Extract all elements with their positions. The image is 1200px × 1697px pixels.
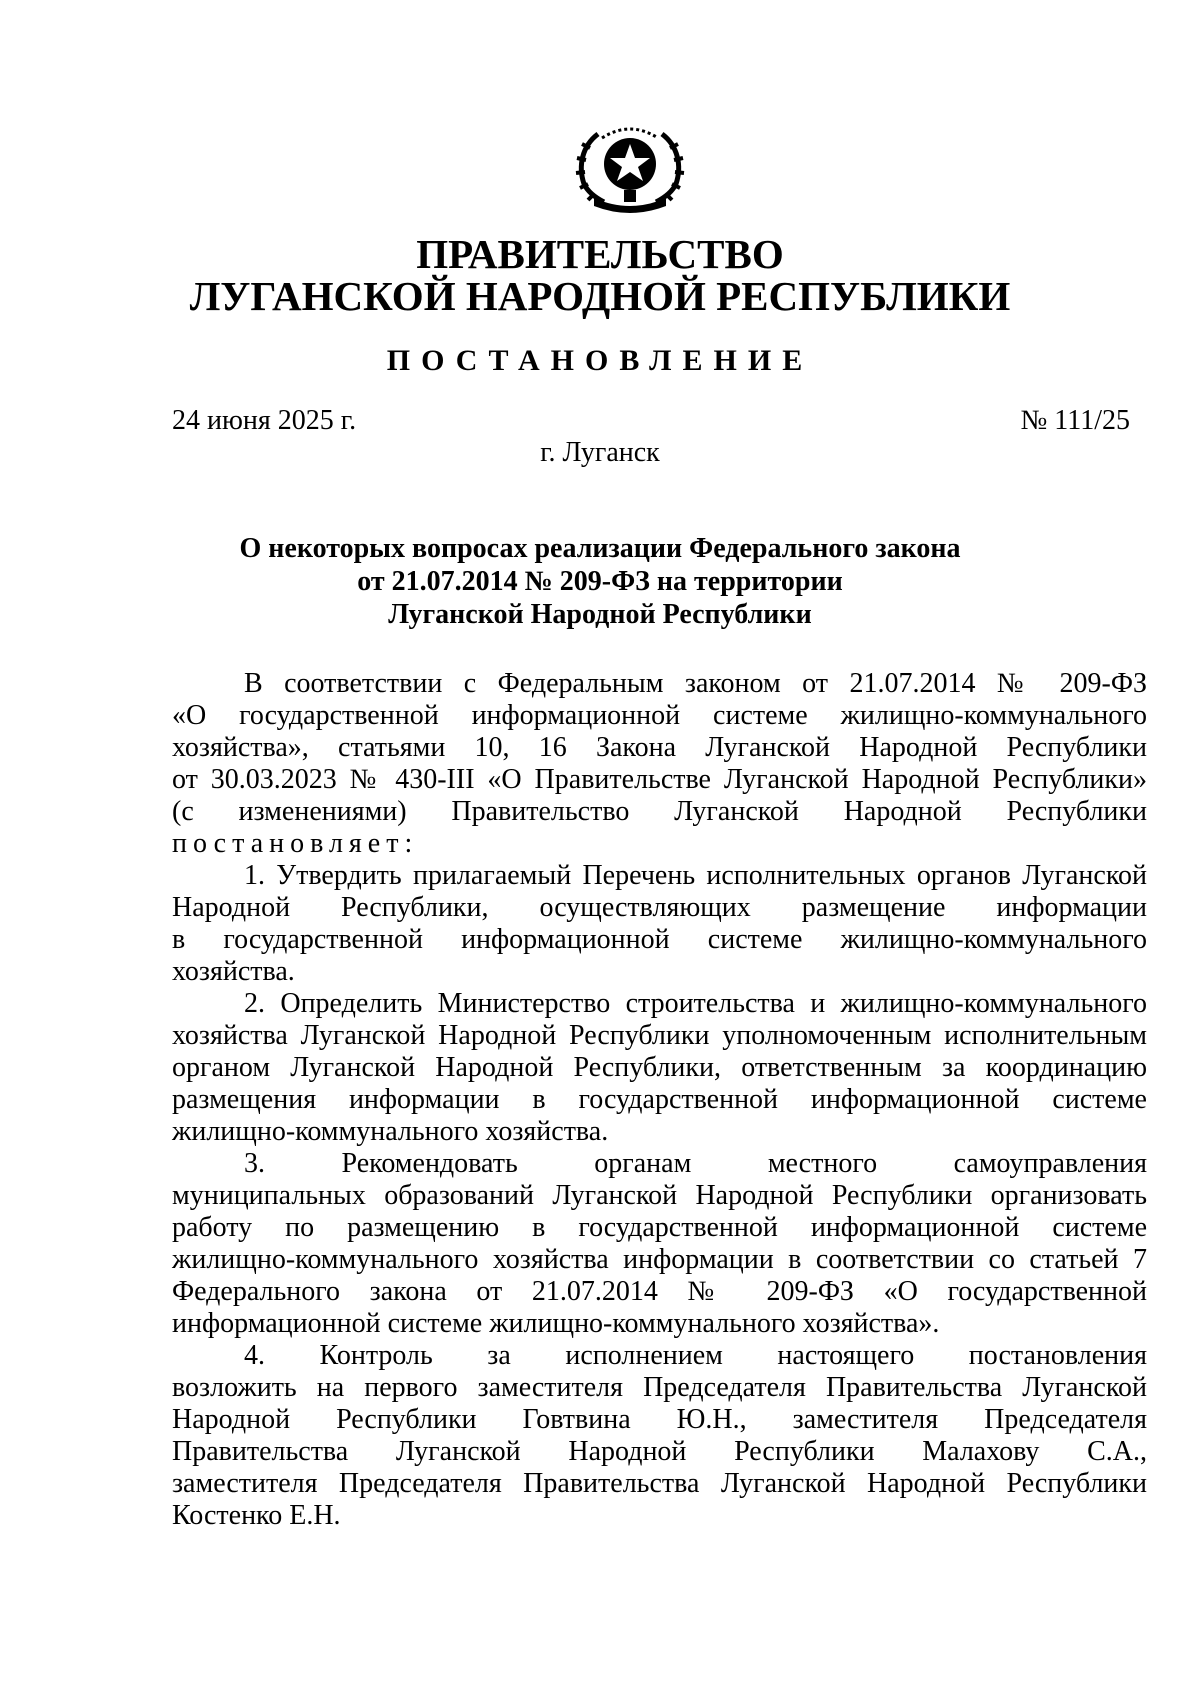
body-line: хозяйства», статьями 10, 16 Закона Луганской Народной Республики [172,732,1147,763]
body-line: Народной Республики, осуществляющих размещение информации [172,892,1147,923]
body-line: от 30.03.2023 № 430-III «О Правительстве Луганской Народной Республики» [172,764,1147,795]
body-line: 1. Утвердить прилагаемый Перечень исполнительных органов Луганской [244,860,1147,891]
resolves-word: постановляет: [172,828,419,859]
body-line: 3. Рекомендовать органам местного самоуправления [244,1148,1147,1179]
body-line: (с изменениями) Правительство Луганской Народной Республики [172,796,1147,827]
body-line: Правительства Луганской Народной Республики Малахову С.А., [172,1436,1147,1467]
body-line: Костенко Е.Н. [172,1500,341,1531]
body-line: органом Луганской Народной Республики, ответственным за координацию [172,1052,1147,1083]
body-line: работу по размещению в государственной информационной системе [172,1212,1147,1243]
body-line: «О государственной информационной системе жилищно-коммунального [172,700,1147,731]
body-line: 2. Определить Министерство строительства и жилищно-коммунального [244,988,1147,1019]
body-line: Народной Республики Говтвина Ю.Н., заместителя Председателя [172,1404,1147,1435]
title-line: Луганской Народной Республики [388,599,812,630]
body-line: информационной системе жилищно-коммунального хозяйства». [172,1308,940,1339]
body-line: хозяйства Луганской Народной Республики уполномоченным исполнительным [172,1020,1147,1051]
body-line: возложить на первого заместителя Председателя Правительства Луганской [172,1372,1147,1403]
body-line: размещения информации в государственной информационной системе [172,1084,1147,1115]
body-line: жилищно-коммунального хозяйства информации в соответствии со статьей 7 [172,1244,1147,1275]
body-line: заместителя Председателя Правительства Луганской Народной Республики [172,1468,1147,1499]
body-line: в государственной информационной системе жилищно-коммунального [172,924,1147,955]
document-body [172,668,1147,1532]
body-line: муниципальных образований Луганской Народной Республики организовать [172,1180,1147,1211]
body-line: жилищно-коммунального хозяйства. [172,1116,609,1147]
document-city: г. Луганск [540,437,660,468]
body-line: В соответствии с Федеральным законом от 21.07.2014 № 209-ФЗ [244,668,1147,699]
document-title [0,532,1200,631]
document-date: 24 июня 2025 г. [172,405,357,436]
body-line: Федерального закона от 21.07.2014 № 209-ФЗ «О государственной [172,1276,1147,1307]
document-type: ПОСТАНОВЛЕНИЕ [386,344,814,377]
document-number: № 111/25 [1020,405,1130,436]
government-name-line1: ПРАВИТЕЛЬСТВО [416,231,784,277]
body-line: 4. Контроль за исполнением настоящего постановления [244,1340,1147,1371]
title-line: О некоторых вопросах реализации Федерального закона [239,533,961,564]
government-name-line2: ЛУГАНСКОЙ НАРОДНОЙ РЕСПУБЛИКИ [189,273,1011,319]
title-line: от 21.07.2014 № 209-ФЗ на территории [357,566,843,597]
body-line: хозяйства. [172,956,295,987]
lpr-coat-of-arms-icon [568,118,692,216]
